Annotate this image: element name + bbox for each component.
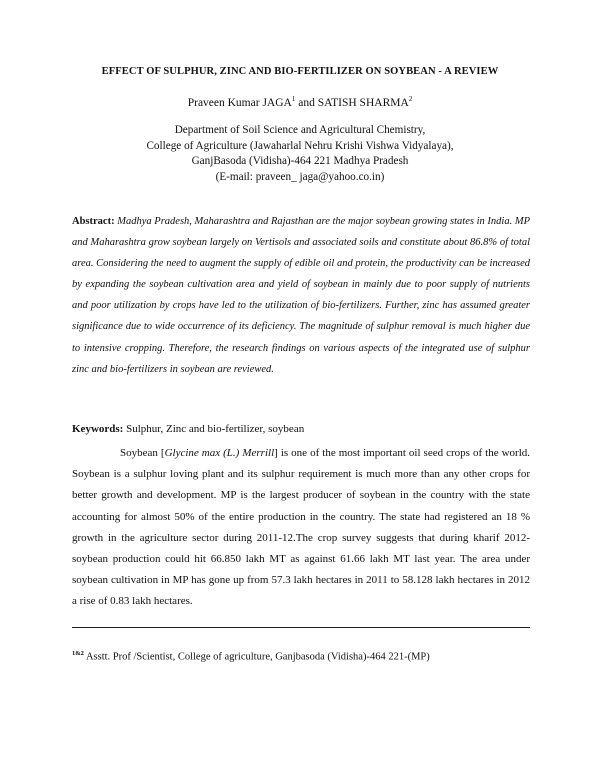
author-affiliation-mark: 2: [408, 95, 413, 103]
footnote-divider: [72, 627, 530, 628]
author-line: [0, 95, 600, 109]
author-name: SATISH SHARMA: [317, 96, 409, 109]
affiliation-line: College of Agriculture (Jawaharlal Nehru Krishi Vishwa Vidyalaya),: [146, 139, 454, 152]
keywords-label: Keywords:: [72, 423, 124, 435]
intro-lead: Soybean [: [120, 447, 165, 459]
intro-text: ] is one of the most important oil seed crops of the world. Soybean is a sulphur loving plant and its sulphur requirement is much more than any other crops for better growth and development. MP is the largest producer of soybean in the country with the state accounting for almost 50% of the entire production in the country. The state had registered an 18 % growth in the agriculture sector during 2011-12.The crop survey suggests that during kharif 2012-soybean production could hit 66.850 lakh MT as against 61.66 lakh MT last year. The area under soybean cultivation in MP has gone up from 57.3 lakh hectares in 2011 to 58.128 lakh hectares in 2012 a rise of 0.83 lakh hectares.: [72, 447, 531, 608]
affiliation-line: GanjBasoda (Vidisha)-464 221 Madhya Pradesh: [191, 155, 409, 167]
footnote-text: Asstt. Prof /Scientist, College of agriculture, Ganjbasoda (Vidisha)-464 221-(MP): [83, 651, 430, 663]
author-affiliation-mark: 1: [291, 95, 296, 103]
keywords: [72, 423, 530, 435]
affiliation-line: Department of Soil Science and Agricultural Chemistry,: [174, 124, 426, 136]
abstract-label: Abstract:: [72, 216, 115, 227]
affiliation-email: (E-mail: praveen_ jaga@yahoo.co.in): [215, 170, 385, 183]
paper-title: EFFECT OF SULPHUR, ZINC AND BIO-FERTILIZER ON SOYBEAN - A REVIEW: [101, 66, 499, 77]
footnote: [72, 650, 530, 663]
abstract-text: Madhya Pradesh, Maharashtra and Rajasthan are the major soybean growing states in India. MP and Maharashtra grow soybean largely on Vertisols and associated soils and constitute about 86.8% of total area. Considering the need to augment the supply of edible oil and protein, the productivity can be increased by expanding the soybean cultivation area and yield of soybean in mainly due to poor supply of nutrients and poor utilization by crops have led to the utilization of bio-fertilizers. Further, zinc has assumed greater significance due to wide occurrence of its deficiency. The magnitude of sulphur removal is much higher due to intensive cropping. Therefore, the research findings on various aspects of the integrated use of sulphur zinc and bio-fertilizers in soybean are reviewed.: [72, 216, 530, 375]
author-name: Praveen Kumar JAGA: [187, 96, 292, 109]
affiliation-block: [0, 123, 600, 185]
species-name: Glycine max (L.) Merrill: [164, 447, 275, 459]
abstract: [72, 211, 530, 380]
footnote-mark: 1&2: [72, 650, 84, 657]
author-joiner: and: [295, 96, 318, 109]
intro-paragraph: [72, 443, 530, 613]
keywords-text: Sulphur, Zinc and bio-fertilizer, soybean: [123, 423, 305, 435]
